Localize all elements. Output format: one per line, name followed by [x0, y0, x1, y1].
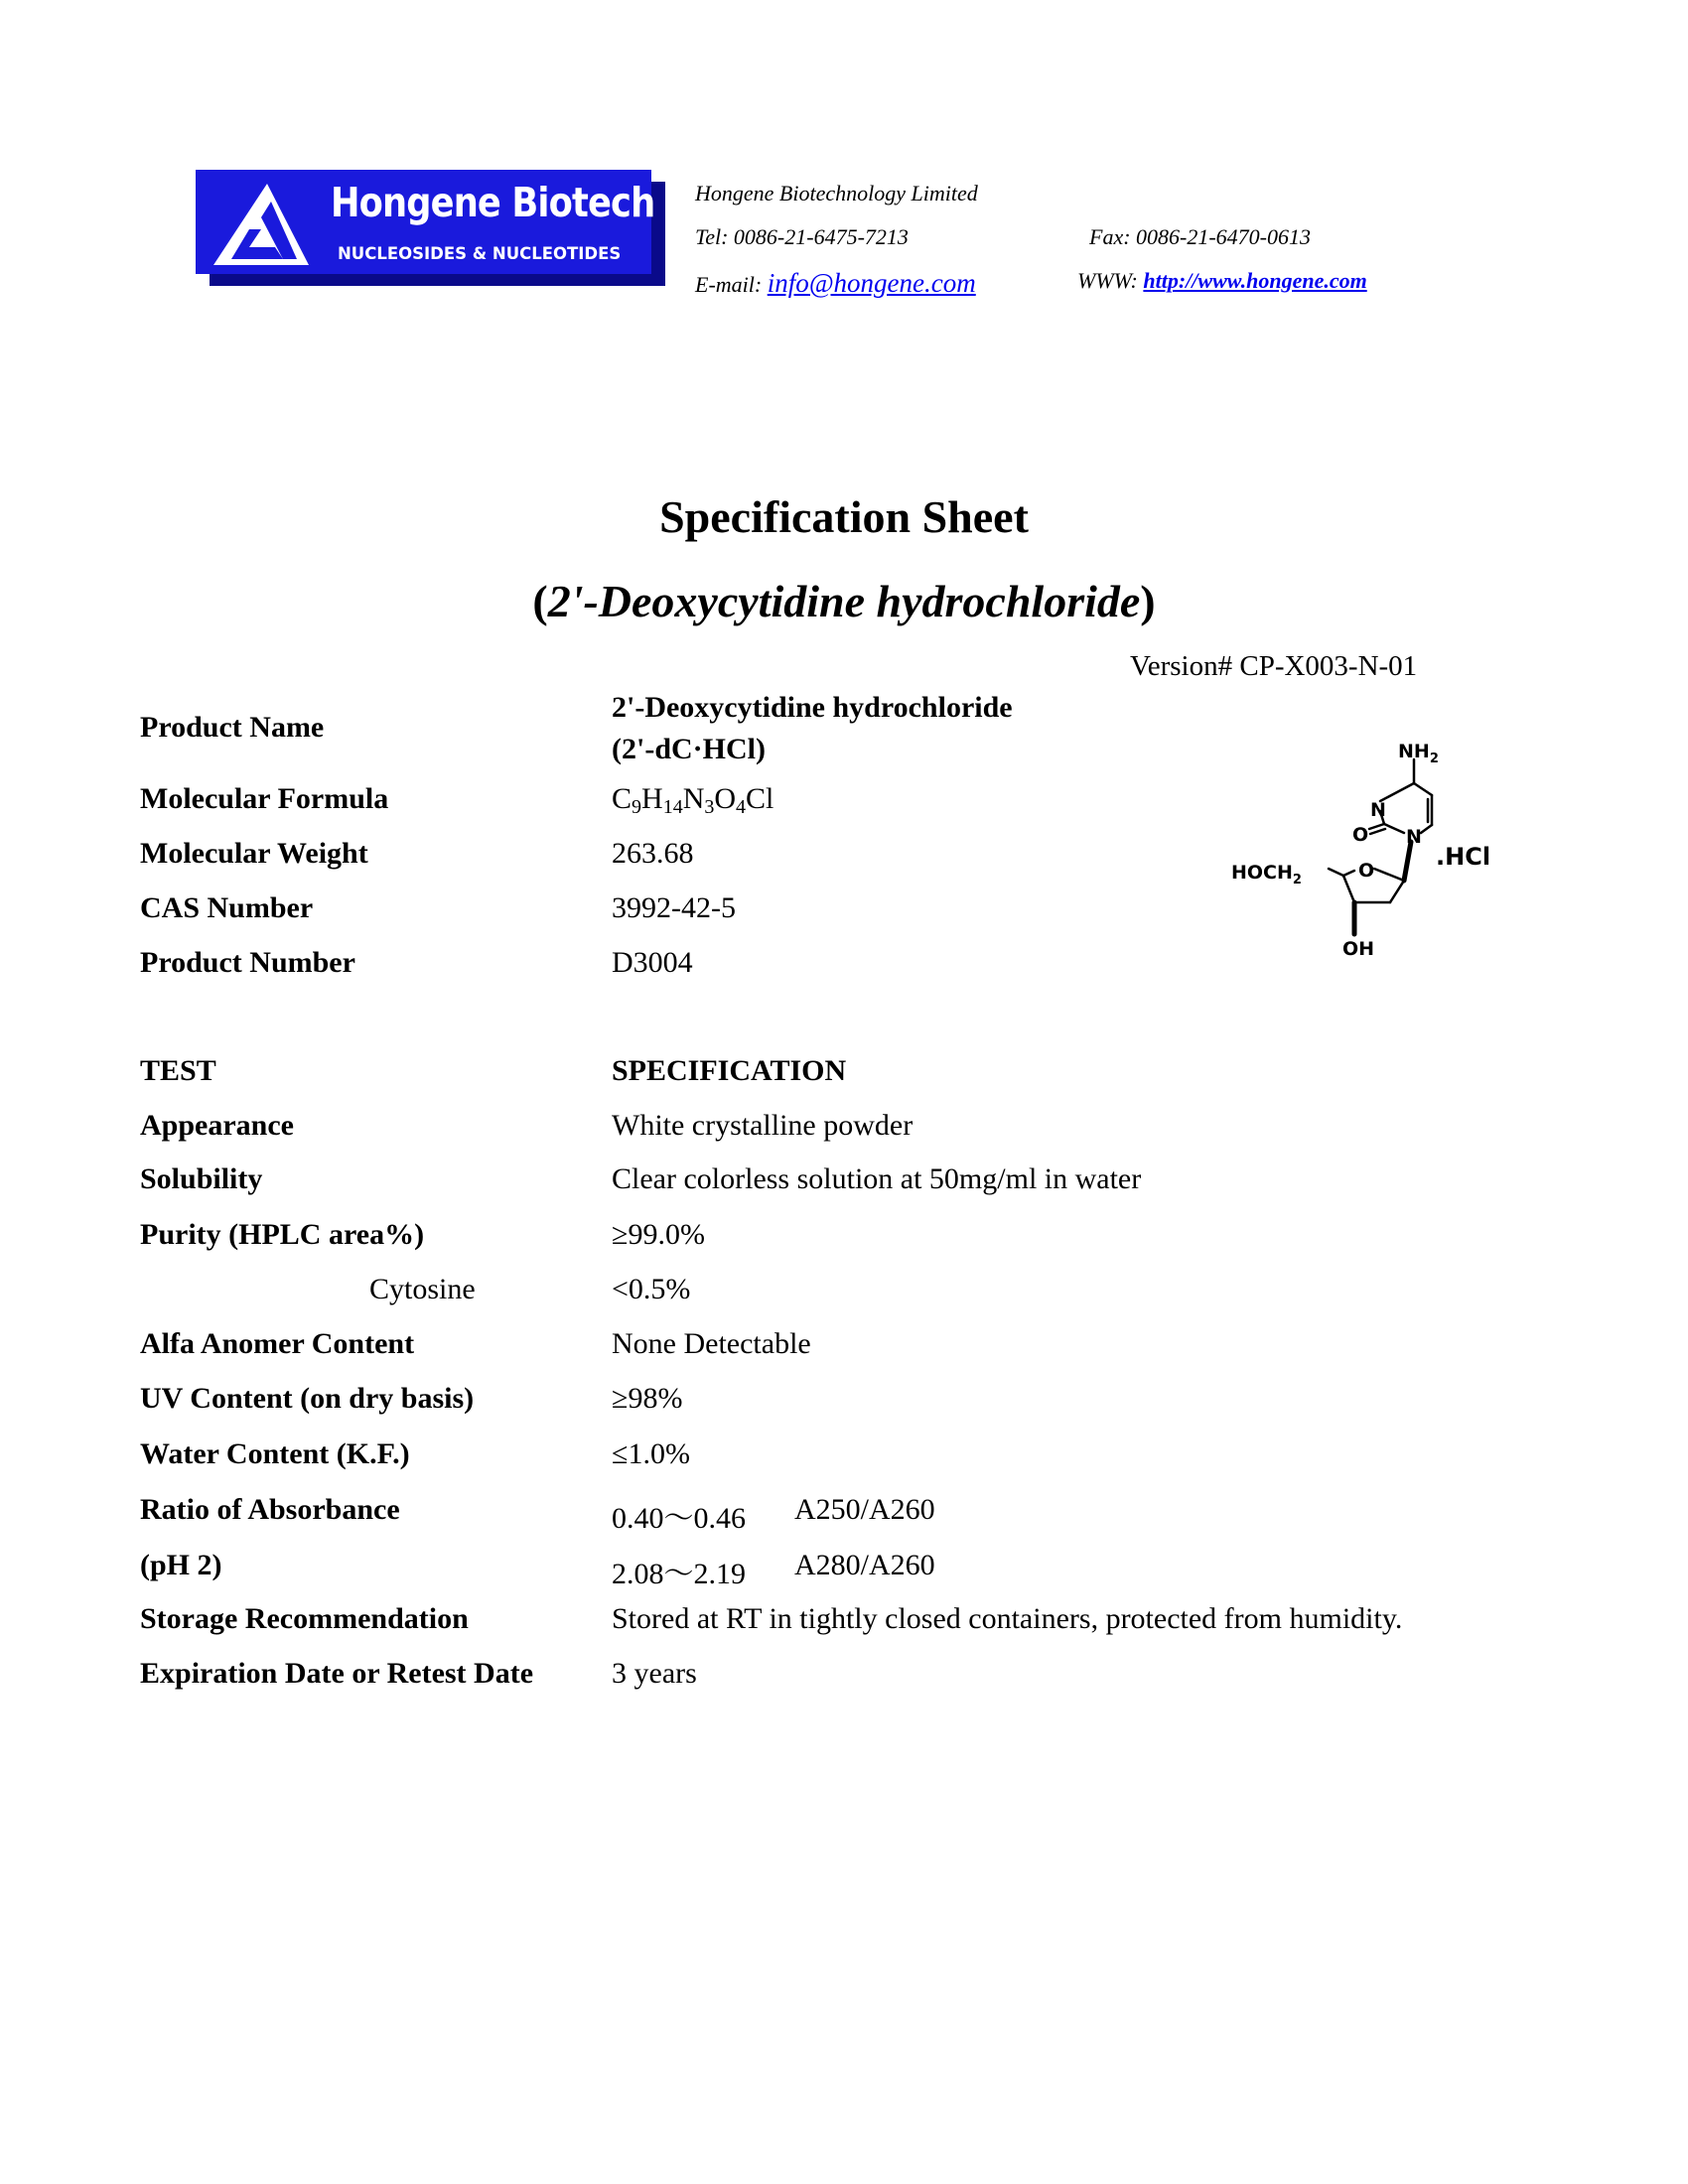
ratio-a250-value: 0.40～0.46: [612, 1502, 746, 1535]
specification-header: SPECIFICATION: [612, 1054, 847, 1087]
email-link[interactable]: info@hongene.com: [767, 268, 976, 298]
water-content-value: ≤1.0%: [612, 1437, 690, 1470]
product-name-abbrev: (2'-dC·HCl): [612, 733, 766, 765]
product-number-label: Product Number: [140, 946, 355, 979]
email-line: [695, 268, 976, 299]
website-line: [1077, 268, 1367, 294]
glycosidic-n-label: N: [1406, 826, 1422, 848]
cytosine-value: <0.5%: [612, 1273, 691, 1305]
cas-number-label: CAS Number: [140, 891, 314, 924]
ring-n-label: N: [1370, 799, 1386, 821]
ratio-a280-name: A280/A260: [794, 1549, 935, 1581]
company-name: Hongene Biotechnology Limited: [695, 181, 978, 205]
molecular-weight-value: 263.68: [612, 837, 694, 870]
storage-value: Stored at RT in tightly closed containers, protected from humidity.: [612, 1602, 1403, 1635]
ph-label: (pH 2): [140, 1549, 222, 1581]
logo-mark-icon: [206, 178, 317, 269]
storage-label: Storage Recommendation: [140, 1602, 469, 1635]
uv-content-label: UV Content (on dry basis): [140, 1382, 475, 1415]
hcl-label: .HCl: [1436, 843, 1491, 871]
ratio-absorbance-label: Ratio of Absorbance: [140, 1493, 400, 1526]
alfa-anomer-label: Alfa Anomer Content: [140, 1327, 415, 1360]
cas-number-value: 3992-42-5: [612, 891, 736, 924]
purity-value: ≥99.0%: [612, 1218, 705, 1251]
expiration-value: 3 years: [612, 1657, 697, 1690]
hoch2-label: $HOCH_2$: [1231, 862, 1302, 887]
solubility-label: Solubility: [140, 1162, 263, 1195]
fax: Fax: 0086-21-6470-0613: [1089, 224, 1312, 249]
alfa-anomer-value: None Detectable: [612, 1327, 811, 1360]
molecular-weight-label: Molecular Weight: [140, 837, 368, 870]
expiration-label: Expiration Date or Retest Date: [140, 1657, 534, 1690]
logo-panel: [196, 170, 655, 274]
solubility-value: Clear colorless solution at 50mg/ml in water: [612, 1162, 1142, 1195]
email-label: E-mail:: [695, 272, 763, 297]
product-number-value: D3004: [612, 946, 693, 979]
logo-tagline: NUCLEOSIDES & NUCLEOTIDES: [338, 244, 622, 263]
cytosine-label: Cytosine: [369, 1273, 476, 1305]
website-label: WWW:: [1077, 268, 1138, 293]
molecular-formula-label: Molecular Formula: [140, 782, 389, 815]
appearance-value: White crystalline powder: [612, 1109, 914, 1142]
website-link[interactable]: http://www.hongene.com: [1143, 268, 1367, 293]
test-header: TEST: [140, 1054, 216, 1087]
carbonyl-o-label: O: [1352, 824, 1369, 846]
product-name-label: Product Name: [140, 711, 325, 744]
company-logo: [196, 170, 665, 286]
page-subtitle: [0, 575, 1688, 627]
subtitle-open-paren: (: [532, 576, 548, 626]
appearance-label: Appearance: [140, 1109, 294, 1142]
logo-name: Hongene Biotech: [331, 179, 655, 226]
product-name-value: 2'-Deoxycytidine hydrochloride: [612, 691, 1013, 724]
subtitle-close-paren: ): [1140, 576, 1156, 626]
ratio-a280-value: 2.08～2.19: [612, 1558, 746, 1590]
oh-label: OH: [1342, 938, 1375, 960]
subtitle-product-name: 2'-Deoxycytidine hydrochloride: [547, 576, 1141, 626]
nh2-label: $NH_2$: [1398, 741, 1439, 766]
chemical-structure: [1231, 730, 1509, 1008]
uv-content-value: ≥98%: [612, 1382, 683, 1415]
molecular-formula-value: $C_9H_{14}N_3O_4Cl$: [612, 782, 774, 818]
page-title: Specification Sheet: [659, 491, 1029, 542]
ratio-a250-name: A250/A260: [794, 1493, 935, 1526]
ring-o-label: O: [1358, 860, 1375, 882]
purity-label: Purity (HPLC area%): [140, 1218, 425, 1251]
version-number: Version# CP-X003-N-01: [1130, 650, 1418, 682]
water-content-label: Water Content (K.F.): [140, 1437, 410, 1470]
telephone: Tel: 0086-21-6475-7213: [695, 224, 909, 249]
